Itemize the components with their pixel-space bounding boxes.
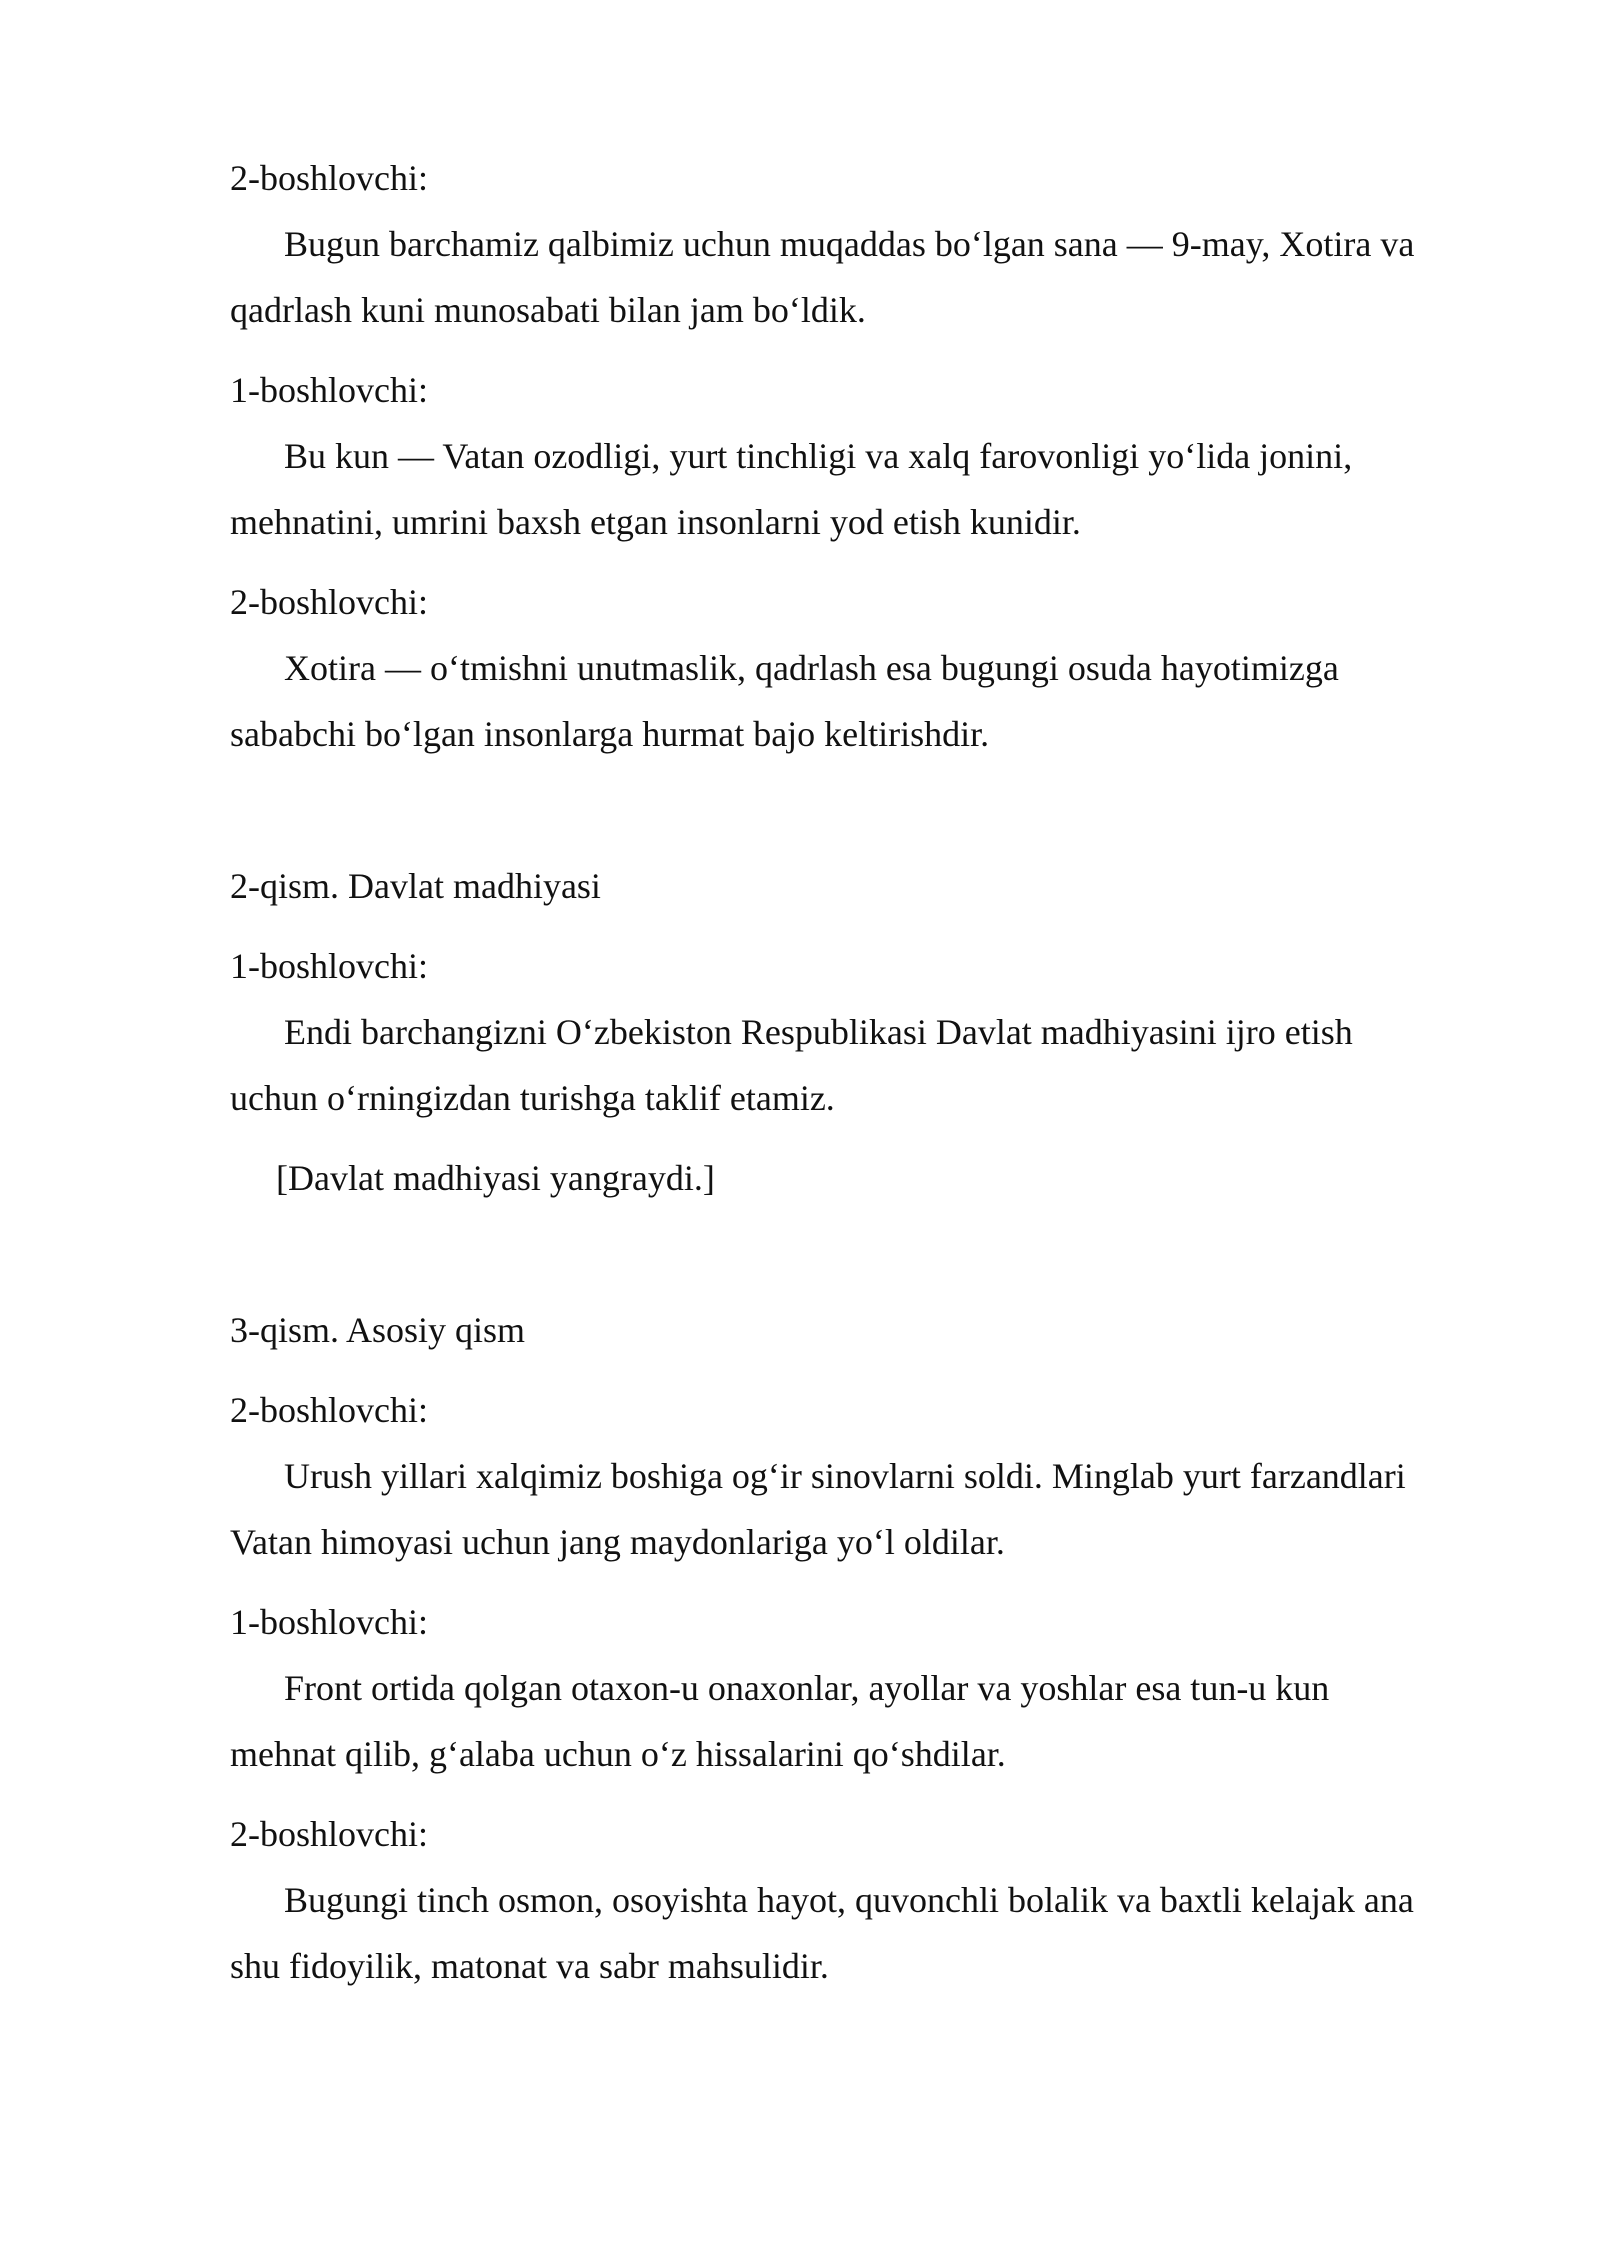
- speech-line: Front ortida qolgan otaxon-u onaxonlar, ayollar va yoshlar esa tun-u kun: [284, 1668, 1330, 1708]
- section-title: 3-qism. Asosiy qism: [230, 1310, 526, 1350]
- speaker-label: 1-boshlovchi:: [230, 946, 428, 986]
- speech-line: mehnatini, umrini baxsh etgan insonlarni yod etish kunidir.: [230, 502, 1081, 542]
- speaker-label: 2-boshlovchi:: [230, 582, 428, 622]
- speech-line: Endi barchangizni O‘zbekiston Respublikasi Davlat madhiyasini ijro etish: [284, 1012, 1353, 1052]
- speech-paragraph: [230, 635, 1480, 767]
- section-title: 2-qism. Davlat madhiyasi: [230, 866, 601, 906]
- speech-paragraph: [230, 1655, 1480, 1787]
- speech-paragraph: [230, 423, 1480, 555]
- speech-line: Vatan himoyasi uchun jang maydonlariga yo‘l oldilar.: [230, 1522, 1005, 1562]
- speaker-label: 2-boshlovchi:: [230, 1814, 428, 1854]
- dialogue-block: [230, 933, 1480, 1211]
- dialogue-block: [230, 1377, 1480, 1575]
- speech-line: Bugun barchamiz qalbimiz uchun muqaddas bo‘lgan sana — 9-may, Xotira va: [284, 224, 1415, 264]
- dialogue-block: [230, 569, 1480, 767]
- speaker-label: 1-boshlovchi:: [230, 1602, 428, 1642]
- speech-line: sababchi bo‘lgan insonlarga hurmat bajo keltirishdir.: [230, 714, 990, 754]
- speech-paragraph: [230, 1443, 1480, 1575]
- speech-line: uchun o‘rningizdan turishga taklif etamiz.: [230, 1078, 835, 1118]
- dialogue-block: [230, 145, 1480, 343]
- speech-line: Bugungi tinch osmon, osoyishta hayot, quvonchli bolalik va baxtli kelajak ana: [284, 1880, 1414, 1920]
- stage-direction: [Davlat madhiyasi yangraydi.]: [276, 1158, 715, 1198]
- speech-line: Xotira — o‘tmishni unutmaslik, qadrlash esa bugungi osuda hayotimizga: [284, 648, 1339, 688]
- speaker-label: 2-boshlovchi:: [230, 158, 428, 198]
- speech-paragraph: [230, 211, 1480, 343]
- speaker-label: 2-boshlovchi:: [230, 1390, 428, 1430]
- speech-line: Bu kun — Vatan ozodligi, yurt tinchligi va xalq farovonligi yo‘lida jonini,: [284, 436, 1353, 476]
- speaker-label: 1-boshlovchi:: [230, 370, 428, 410]
- speech-paragraph: [230, 1867, 1480, 1999]
- dialogue-block: [230, 1801, 1480, 1999]
- speech-line: mehnat qilib, g‘alaba uchun o‘z hissalarini qo‘shdilar.: [230, 1734, 1006, 1774]
- dialogue-block: [230, 1589, 1480, 1787]
- speech-line: Urush yillari xalqimiz boshiga og‘ir sinovlarni soldi. Minglab yurt farzandlari: [284, 1456, 1406, 1496]
- document-page: [230, 145, 1480, 1999]
- speech-line: qadrlash kuni munosabati bilan jam bo‘ldik.: [230, 290, 866, 330]
- dialogue-block: [230, 357, 1480, 555]
- speech-paragraph: [230, 999, 1480, 1131]
- speech-line: shu fidoyilik, matonat va sabr mahsulidir.: [230, 1946, 829, 1986]
